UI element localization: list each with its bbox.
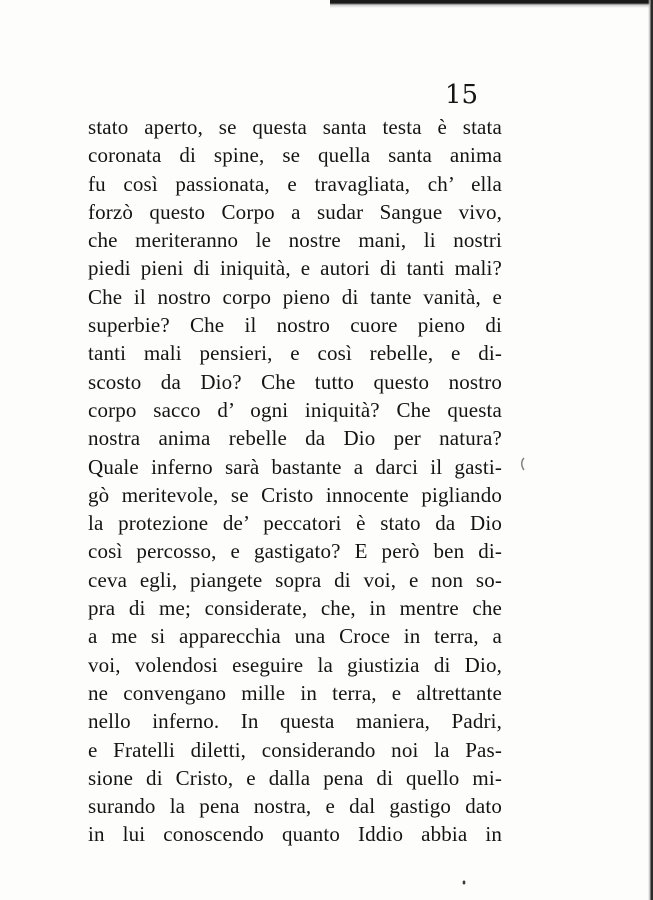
text-line: fu così passionata, e travagliata, ch’ ella: [88, 171, 502, 196]
text-line: nostra anima rebelle da Dio per natura?: [88, 426, 502, 451]
scan-edge-right: [648, 0, 653, 900]
scan-edge-top: [330, 0, 653, 8]
text-line: così percosso, e gastigato? E però ben di-: [88, 539, 502, 564]
text-line: nello inferno. In questa maniera, Padri,: [88, 709, 502, 734]
page-number: 15: [445, 80, 479, 110]
text-line: a me si apparecchia una Croce in terra, a: [88, 624, 502, 649]
body-text: [88, 113, 502, 849]
text-line: e Fratelli diletti, considerando noi la Pas-: [88, 737, 502, 762]
text-line: ne convengano mille in terra, e altrettante: [88, 680, 502, 705]
ink-speck-icon: [462, 880, 466, 885]
text-line: che meriteranno le nostre mani, li nostri: [88, 228, 502, 253]
text-line: forzò questo Corpo a sudar Sangue vivo,: [88, 199, 502, 224]
text-line: corpo sacco d’ ogni iniquità? Che questa: [88, 397, 502, 422]
text-line: la protezione de’ peccatori è stato da Dio: [88, 511, 502, 536]
text-line: superbie? Che il nostro cuore pieno di: [88, 313, 502, 338]
text-line: scosto da Dio? Che tutto questo nostro: [88, 369, 502, 394]
text-line: coronata di spine, se quella santa anima: [88, 143, 502, 168]
text-line: voi, volendosi eseguire la giustizia di Dio,: [88, 652, 502, 677]
text-line: sione di Cristo, e dalla pena di quello mi-: [88, 765, 502, 790]
ink-mark-icon: [520, 457, 526, 471]
text-line: stato aperto, se questa santa testa è stata: [88, 115, 502, 139]
text-line: in lui conoscendo quanto Iddio abbia in: [88, 822, 502, 847]
text-line: surando la pena nostra, e dal gastigo dato: [88, 794, 502, 819]
text-line: gò meritevole, se Cristo innocente pigliando: [88, 482, 502, 507]
text-line: pra di me; considerate, che, in mentre che: [88, 596, 502, 621]
text-line: piedi pieni di iniquità, e autori di tanti mali?: [88, 256, 502, 281]
text-line: ceva egli, piangete sopra di voi, e non so-: [88, 567, 502, 592]
text-line: Quale inferno sarà bastante a darci il gasti-: [88, 454, 502, 479]
text-line: tanti mali pensieri, e così rebelle, e di-: [88, 341, 502, 366]
text-line: Che il nostro corpo pieno di tante vanità, e: [88, 284, 502, 309]
